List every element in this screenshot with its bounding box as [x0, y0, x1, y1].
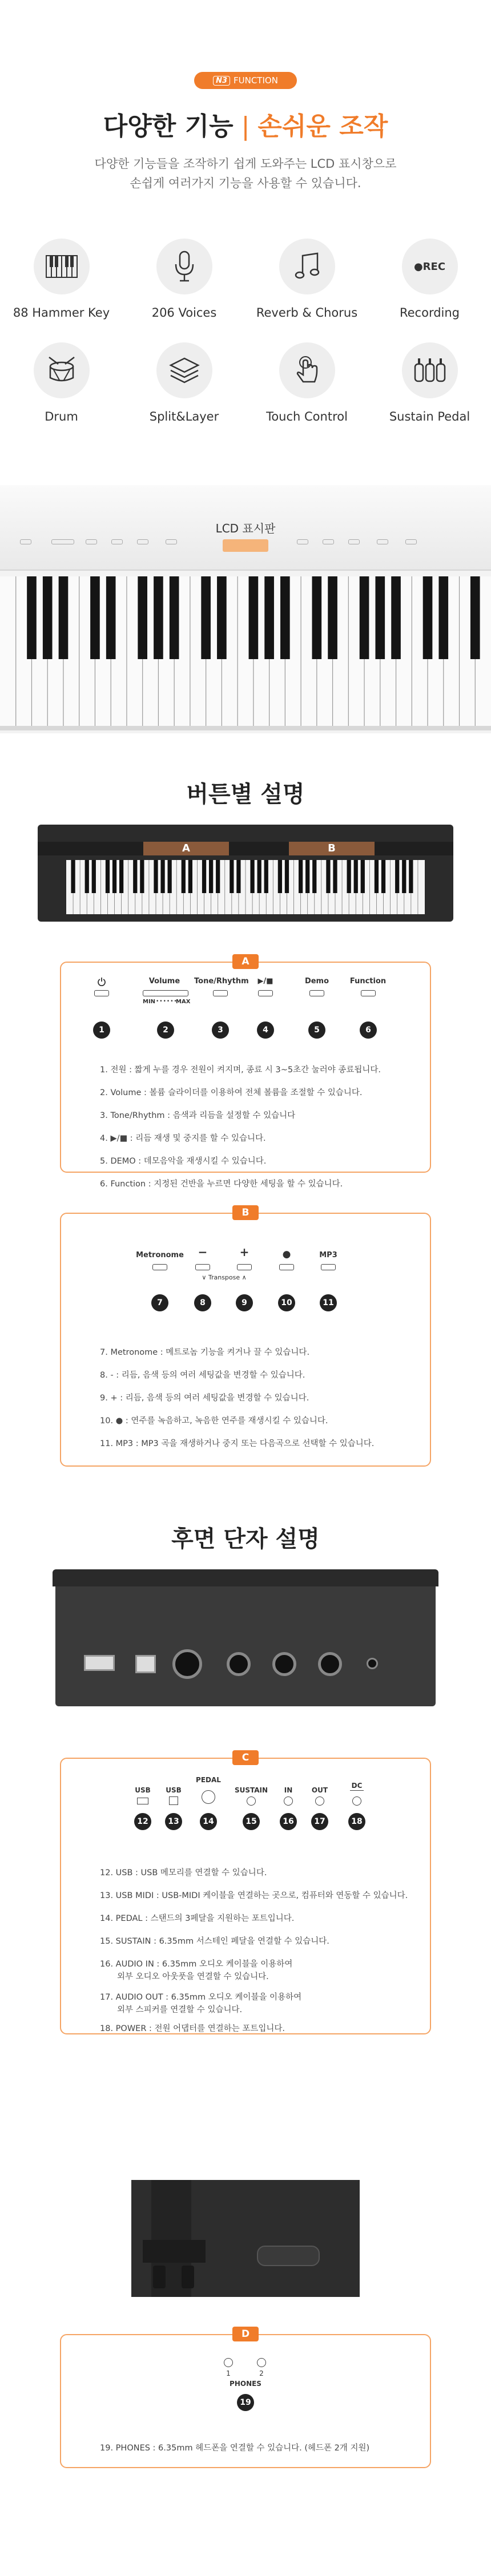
- plus-label: +: [239, 1245, 249, 1259]
- dark-piano-image: [38, 825, 453, 922]
- music-note-icon: [279, 239, 335, 294]
- mp3-label: MP3: [319, 1251, 337, 1259]
- mp3-button: [321, 1264, 336, 1270]
- panel-button: [377, 539, 388, 544]
- black-key: [71, 860, 75, 893]
- usb-midi-port-icon: [169, 1796, 178, 1805]
- black-key: [391, 576, 401, 659]
- desc-item-17a: 17. AUDIO OUT : 6.35mm 오디오 케이블을 이용하여: [100, 1993, 302, 2002]
- feature-drum: [0, 342, 123, 423]
- black-key: [202, 860, 206, 893]
- feature-label: 206 Voices: [151, 306, 217, 320]
- black-key: [154, 860, 158, 893]
- box-a-tag: A: [232, 954, 259, 969]
- desc-item-14: 14. PEDAL : 스탠드의 3페달을 지원하는 포트입니다.: [100, 1914, 295, 1923]
- box-d-tag: D: [232, 2327, 259, 2341]
- feature-recording: [368, 239, 491, 320]
- black-key: [216, 860, 220, 893]
- desc-item-12: 12. USB : USB 메모리를 연결할 수 있습니다.: [100, 1868, 267, 1878]
- black-key: [170, 576, 179, 659]
- metronome-label: Metronome: [136, 1251, 184, 1259]
- volume-scale-dots: ••••••: [156, 999, 178, 1004]
- black-key: [230, 860, 234, 893]
- phones-jack-1: [224, 2358, 233, 2367]
- rear-section-title: 후면 단자 설명: [171, 1526, 320, 1552]
- play-stop-button: [258, 990, 273, 996]
- feature-sustain-pedal: [368, 342, 491, 423]
- jack-2-label: 2: [259, 2369, 264, 2377]
- feature-88-hammer-key: [0, 239, 123, 320]
- feature-label: Recording: [399, 306, 460, 320]
- underside-image: [131, 2180, 360, 2297]
- black-key: [112, 860, 116, 893]
- black-key: [305, 860, 309, 893]
- dark-piano-keys: [66, 860, 425, 914]
- black-key: [119, 860, 123, 893]
- callout-6: 6: [360, 1021, 377, 1039]
- zone-b-marker: B: [289, 842, 375, 855]
- feature-label: Sustain Pedal: [389, 410, 470, 423]
- feature-reverb-chorus: [246, 239, 368, 320]
- callout-16: 16: [280, 1813, 297, 1830]
- layers-icon: [156, 342, 212, 398]
- black-key: [312, 576, 322, 659]
- desc-item-3: 3. Tone/Rhythm : 음색과 리듬을 설정할 수 있습니다: [100, 1111, 296, 1120]
- metronome-button: [152, 1264, 167, 1270]
- out-jack-icon: [315, 1796, 324, 1806]
- black-key: [106, 576, 116, 659]
- function-badge: [194, 72, 297, 89]
- dc-jack-icon: [352, 1796, 361, 1806]
- out-label: OUT: [311, 1786, 328, 1794]
- audio-in-jack: [272, 1652, 296, 1676]
- callout-8: 8: [194, 1294, 211, 1311]
- title-left: 다양한 기능: [103, 112, 234, 141]
- callout-18: 18: [348, 1813, 365, 1830]
- callout-12: 12: [134, 1813, 151, 1830]
- box-c-tag: C: [232, 1750, 259, 1765]
- desc-item-16b: 외부 오디오 아웃풋을 연결할 수 있습니다.: [117, 1972, 269, 1981]
- black-key: [438, 576, 448, 659]
- black-key: [92, 860, 96, 893]
- panel-button: [323, 539, 334, 544]
- pedal-label: PEDAL: [196, 1776, 221, 1784]
- volume-slider: [143, 990, 188, 996]
- desc-item-15: 15. SUSTAIN : 6.35mm 서스테인 페달을 연결할 수 있습니다.: [100, 1937, 329, 1946]
- black-key: [278, 860, 282, 893]
- sustain-jack: [227, 1652, 251, 1676]
- power-button: [94, 990, 109, 996]
- page-title: [0, 106, 491, 142]
- pedal-port: [172, 1649, 202, 1679]
- desc-item-4: 4. ▶/■ : 리듬 재생 및 중지를 할 수 있습니다.: [100, 1134, 266, 1143]
- black-key: [312, 860, 316, 893]
- subtitle-line-1: 다양한 기능들을 조작하기 쉽게 도와주는 LCD 표시창으로: [94, 157, 397, 171]
- tone-rhythm-label: Tone/Rhythm: [194, 977, 249, 986]
- callout-14: 14: [200, 1813, 217, 1830]
- transpose-label: ∨ Transpose ∧: [202, 1274, 247, 1281]
- desc-item-8: 8. - : 리듬, 음색 등의 여러 세팅값을 변경할 수 있습니다.: [100, 1371, 305, 1380]
- rec-icon: [402, 239, 458, 294]
- phones-panel: [257, 2246, 320, 2266]
- play-stop-label: ▶/■: [257, 977, 273, 986]
- demo-label: Demo: [304, 977, 329, 986]
- black-key: [43, 576, 53, 659]
- minus-label: −: [198, 1245, 208, 1259]
- panel-button: [348, 539, 360, 544]
- page-subtitle: [0, 154, 491, 193]
- rec-icon-text: ●REC: [413, 260, 446, 273]
- black-key: [354, 860, 358, 893]
- black-key: [27, 576, 37, 659]
- drum-icon: [34, 342, 90, 398]
- black-key: [328, 576, 337, 659]
- black-key: [375, 576, 385, 659]
- usb-midi-port: [135, 1655, 156, 1673]
- black-key: [361, 860, 365, 893]
- foot-left: [153, 2266, 166, 2288]
- black-key: [409, 860, 413, 893]
- black-key: [201, 576, 211, 659]
- callout-1: 1: [93, 1021, 110, 1039]
- black-key: [264, 576, 274, 659]
- black-key: [264, 860, 268, 893]
- feature-split-layer: [123, 342, 246, 423]
- in-jack-icon: [284, 1796, 293, 1806]
- usb-label: USB: [135, 1786, 151, 1794]
- title-separator: |: [241, 112, 250, 141]
- box-b-tag: B: [232, 1205, 259, 1220]
- function-button: [361, 990, 376, 996]
- touch-icon: [279, 342, 335, 398]
- black-key: [402, 860, 406, 893]
- feature-label: Split&Layer: [149, 410, 219, 423]
- panel-slider: [51, 539, 74, 544]
- sustain-label: SUSTAIN: [234, 1786, 268, 1794]
- panel-button: [20, 539, 31, 544]
- black-key: [250, 860, 254, 893]
- zone-a-marker: A: [143, 842, 229, 855]
- black-key: [209, 860, 213, 893]
- black-key: [236, 860, 240, 893]
- desc-item-5: 5. DEMO : 데모음악을 재생시킬 수 있습니다.: [100, 1157, 267, 1166]
- demo-button: [309, 990, 324, 996]
- usb-midi-label: USB: [166, 1786, 182, 1794]
- control-panel: [0, 485, 491, 571]
- volume-max-label: MAX: [176, 999, 191, 1005]
- minus-button: [195, 1264, 210, 1270]
- desc-item-13: 13. USB MIDI : USB-MIDI 케이블을 연결하는 곳으로, 컴퓨터와 연동할 수 있습니다.: [100, 1891, 408, 1900]
- usb-port-icon: [137, 1798, 148, 1804]
- callout-19: 19: [237, 2394, 254, 2411]
- black-key: [280, 576, 290, 659]
- badge-text: FUNCTION: [234, 75, 278, 86]
- n3-logo: N3: [213, 76, 230, 86]
- desc-item-18: 18. POWER : 전원 어댑터를 연결하는 포트입니다.: [100, 2024, 285, 2033]
- audio-out-jack: [318, 1652, 342, 1676]
- panel-button: [111, 539, 123, 544]
- black-key: [138, 576, 147, 659]
- in-label: IN: [284, 1786, 293, 1794]
- black-key: [188, 860, 192, 893]
- black-key: [168, 860, 172, 893]
- usb-port: [84, 1655, 115, 1671]
- subtitle-line-2: 손쉽게 여러가지 기능을 사용할 수 있습니다.: [130, 176, 361, 190]
- tone-rhythm-button: [213, 990, 228, 996]
- black-key: [257, 860, 261, 893]
- callout-5: 5: [308, 1021, 325, 1039]
- rear-panel-image: [55, 1569, 436, 1706]
- hero-piano-image: [0, 485, 491, 733]
- desc-item-11: 11. MP3 : MP3 곡을 재생하거나 중지 또는 다음곡으로 선택할 수 있습니다.: [100, 1439, 375, 1448]
- black-key: [381, 860, 385, 893]
- black-key: [375, 860, 379, 893]
- lcd-label: LCD 표시판: [215, 522, 276, 535]
- black-key: [470, 576, 480, 659]
- desc-item-7: 7. Metronome : 메트로놈 기능을 켜거나 끌 수 있습니다.: [100, 1348, 310, 1357]
- black-key: [423, 576, 433, 659]
- desc-item-2: 2. Volume : 볼륨 슬라이더를 이용하여 전체 볼륨을 조절할 수 있습니다.: [100, 1088, 363, 1097]
- panel-button: [405, 539, 417, 544]
- black-key: [360, 576, 369, 659]
- black-key: [182, 860, 186, 893]
- black-key: [59, 576, 69, 659]
- panel-button: [166, 539, 177, 544]
- panel-button: [137, 539, 148, 544]
- microphone-icon: [156, 239, 212, 294]
- plus-button: [237, 1264, 252, 1270]
- callout-9: 9: [236, 1294, 253, 1311]
- dc-label: DC: [351, 1782, 363, 1790]
- black-key: [249, 576, 259, 659]
- black-key: [326, 860, 330, 893]
- feature-touch-control: [246, 342, 368, 423]
- piano-keys: [0, 576, 491, 730]
- title-right: 손쉬운 조작: [257, 112, 388, 141]
- panel-button: [297, 539, 308, 544]
- callout-7: 7: [151, 1294, 168, 1311]
- dark-panel-strip: [38, 842, 453, 855]
- callout-2: 2: [157, 1021, 174, 1039]
- callout-11: 11: [320, 1294, 337, 1311]
- phones-label: PHONES: [230, 2380, 261, 2388]
- black-key: [160, 860, 164, 893]
- callout-15: 15: [243, 1813, 260, 1830]
- volume-label: Volume: [148, 977, 180, 986]
- rear-panel-lip: [53, 1569, 438, 1586]
- desc-item-6: 6. Function : 지정된 건반을 누르면 다양한 세팅을 할 수 있습니다.: [100, 1180, 343, 1189]
- black-key: [85, 860, 89, 893]
- black-key: [90, 576, 100, 659]
- feature-label: Reverb & Chorus: [256, 306, 358, 320]
- black-key: [347, 860, 351, 893]
- power-icon: [97, 977, 106, 988]
- buttons-section-title: 버튼별 설명: [186, 781, 305, 807]
- black-key: [333, 860, 337, 893]
- callout-3: 3: [212, 1021, 229, 1039]
- black-key: [285, 860, 289, 893]
- piano-keys-icon: [34, 239, 90, 294]
- desc-item-17b: 외부 스피커를 연결할 수 있습니다.: [117, 2005, 243, 2014]
- feature-label: Drum: [45, 410, 78, 423]
- black-key: [299, 860, 303, 893]
- callout-17: 17: [311, 1813, 328, 1830]
- volume-min-label: MIN: [143, 999, 156, 1005]
- jack-1-label: 1: [226, 2369, 231, 2377]
- dc-polarity-icon: [350, 1790, 364, 1792]
- pedal-icon: [402, 342, 458, 398]
- black-key: [140, 860, 144, 893]
- desc-item-19: 19. PHONES : 6.35mm 헤드폰을 연결할 수 있습니다. (헤드폰 2개 지원): [100, 2444, 370, 2453]
- lcd-display: [223, 539, 268, 552]
- callout-10: 10: [278, 1294, 295, 1311]
- foot-right: [182, 2266, 194, 2288]
- black-key: [395, 860, 399, 893]
- dc-jack: [367, 1658, 378, 1669]
- desc-item-9: 9. + : 리듬, 음색 등의 여러 세팅값을 변경할 수 있습니다.: [100, 1394, 309, 1403]
- callout-13: 13: [165, 1813, 182, 1830]
- rec-label: ●: [282, 1249, 291, 1260]
- desc-item-16a: 16. AUDIO IN : 6.35mm 오디오 케이블을 이용하여: [100, 1960, 293, 1969]
- black-key: [154, 576, 163, 659]
- sustain-jack-icon: [247, 1796, 256, 1806]
- desc-item-10: 10. ● : 연주를 녹음하고, 녹음한 연주를 재생시킬 수 있습니다.: [100, 1416, 328, 1426]
- black-key: [133, 860, 137, 893]
- rec-button: [279, 1264, 294, 1270]
- function-label: Function: [349, 977, 387, 986]
- black-key: [106, 860, 110, 893]
- desc-item-1: 1. 전원 : 짧게 누를 경우 전원이 켜지며, 종료 시 3~5초간 눌러야 종료됩니다.: [100, 1065, 381, 1075]
- callout-4: 4: [257, 1021, 274, 1039]
- panel-button: [86, 539, 97, 544]
- feature-label: Touch Control: [266, 410, 348, 423]
- feature-label: 88 Hammer Key: [13, 306, 110, 320]
- underside-block: [143, 2240, 206, 2263]
- feature-206-voices: [123, 239, 246, 320]
- phones-jack-2: [257, 2358, 266, 2367]
- black-key: [217, 576, 227, 659]
- pedal-port-icon: [202, 1790, 215, 1804]
